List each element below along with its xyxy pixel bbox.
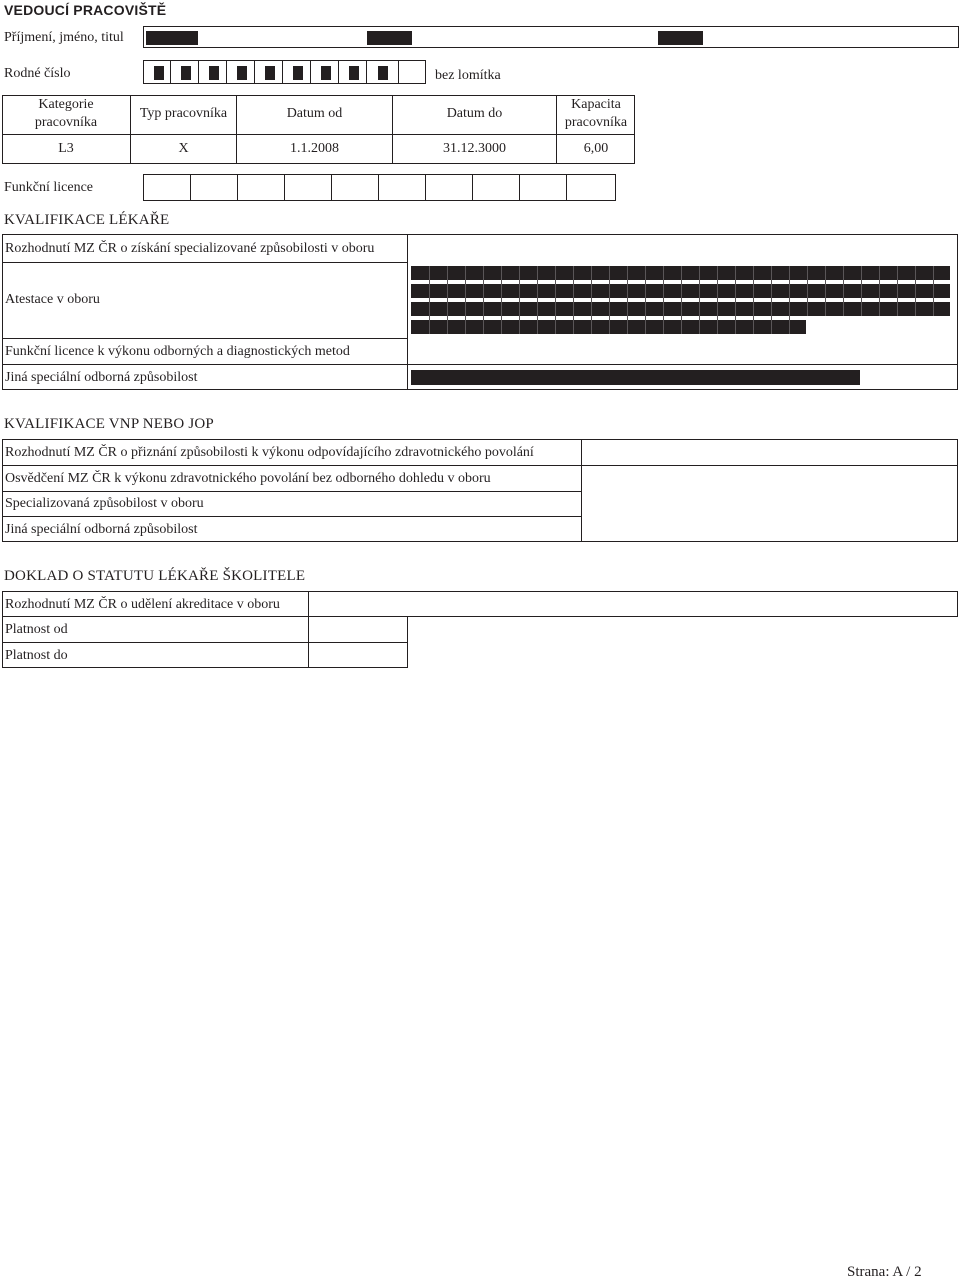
skolitel-row-platnost-od: Platnost od [5,622,68,637]
td-kategorie: L3 [58,141,74,156]
section-title-kvalifikace-vnp: KVALIFIKACE VNP NEBO JOP [4,416,214,432]
rc-digit-1 [154,66,164,80]
kl-row-atestace: Atestace v oboru [5,292,100,307]
redaction-grid [411,266,951,336]
section-title-vedouci: VEDOUCÍ PRACOVIŠTĚ [4,2,167,18]
th-typ: Typ pracovníka [139,106,228,121]
th-kapacita: Kapacita pracovníka [564,97,628,130]
td-typ: X [178,141,189,156]
section-title-skolitel: DOKLAD O STATUTU LÉKAŘE ŠKOLITELE [4,568,306,584]
vnp-row-specializovana: Specializovaná způsobilost v oboru [5,496,204,511]
redacted-firstname [367,31,412,45]
name-label: Příjmení, jméno, titul [4,30,124,45]
rc-digit-3 [209,66,219,80]
kl-row-jina: Jiná speciální odborná způsobilost [5,370,198,385]
skolitel-row-platnost-do: Platnost do [5,648,68,663]
td-kapacita: 6,00 [583,141,609,156]
th-kategorie: Kategorie pracovníka [34,97,98,130]
rc-digit-8 [349,66,359,80]
th-datum-do: Datum do [446,106,503,121]
rc-note: bez lomítka [435,68,501,83]
rc-digit-2 [181,66,191,80]
skolitel-row-rozhodnuti: Rozhodnutí MZ ČR o udělení akreditace v oboru [5,597,280,612]
funkcni-licence-label: Funkční licence [4,180,94,195]
redacted-title [658,31,703,45]
section-title-kvalifikace-lekare: KVALIFIKACE LÉKAŘE [4,212,170,228]
vnp-row-rozhodnuti: Rozhodnutí MZ ČR o přiznání způsobilosti k výkonu odpovídajícího zdravotnického povolání [5,445,534,460]
rc-digit-7 [321,66,331,80]
rc-label: Rodné číslo [4,66,71,81]
kl-row-funkcni-licence: Funkční licence k výkonu odborných a diagnostických metod [5,344,350,359]
kl-row-rozhodnuti: Rozhodnutí MZ ČR o získání specializované způsobilosti v oboru [5,241,375,256]
name-field[interactable] [143,26,959,48]
vnp-row-osvedceni: Osvědčení MZ ČR k výkonu zdravotnického povolání bez odborného dohledu v oboru [5,471,491,486]
rc-digit-5 [265,66,275,80]
redacted-surname [146,31,198,45]
th-datum-od: Datum od [286,106,343,121]
redacted-jina-zpusobilost [411,370,860,385]
rc-digit-4 [237,66,247,80]
rc-digit-6 [293,66,303,80]
td-datum-od: 1.1.2008 [290,141,339,156]
td-datum-do: 31.12.3000 [443,141,506,156]
rc-digit-9 [378,66,388,80]
funkcni-licence-field[interactable] [143,174,616,201]
page-number: Strana: A / 2 [847,1264,922,1280]
vnp-row-jina: Jiná speciální odborná způsobilost [5,522,198,537]
